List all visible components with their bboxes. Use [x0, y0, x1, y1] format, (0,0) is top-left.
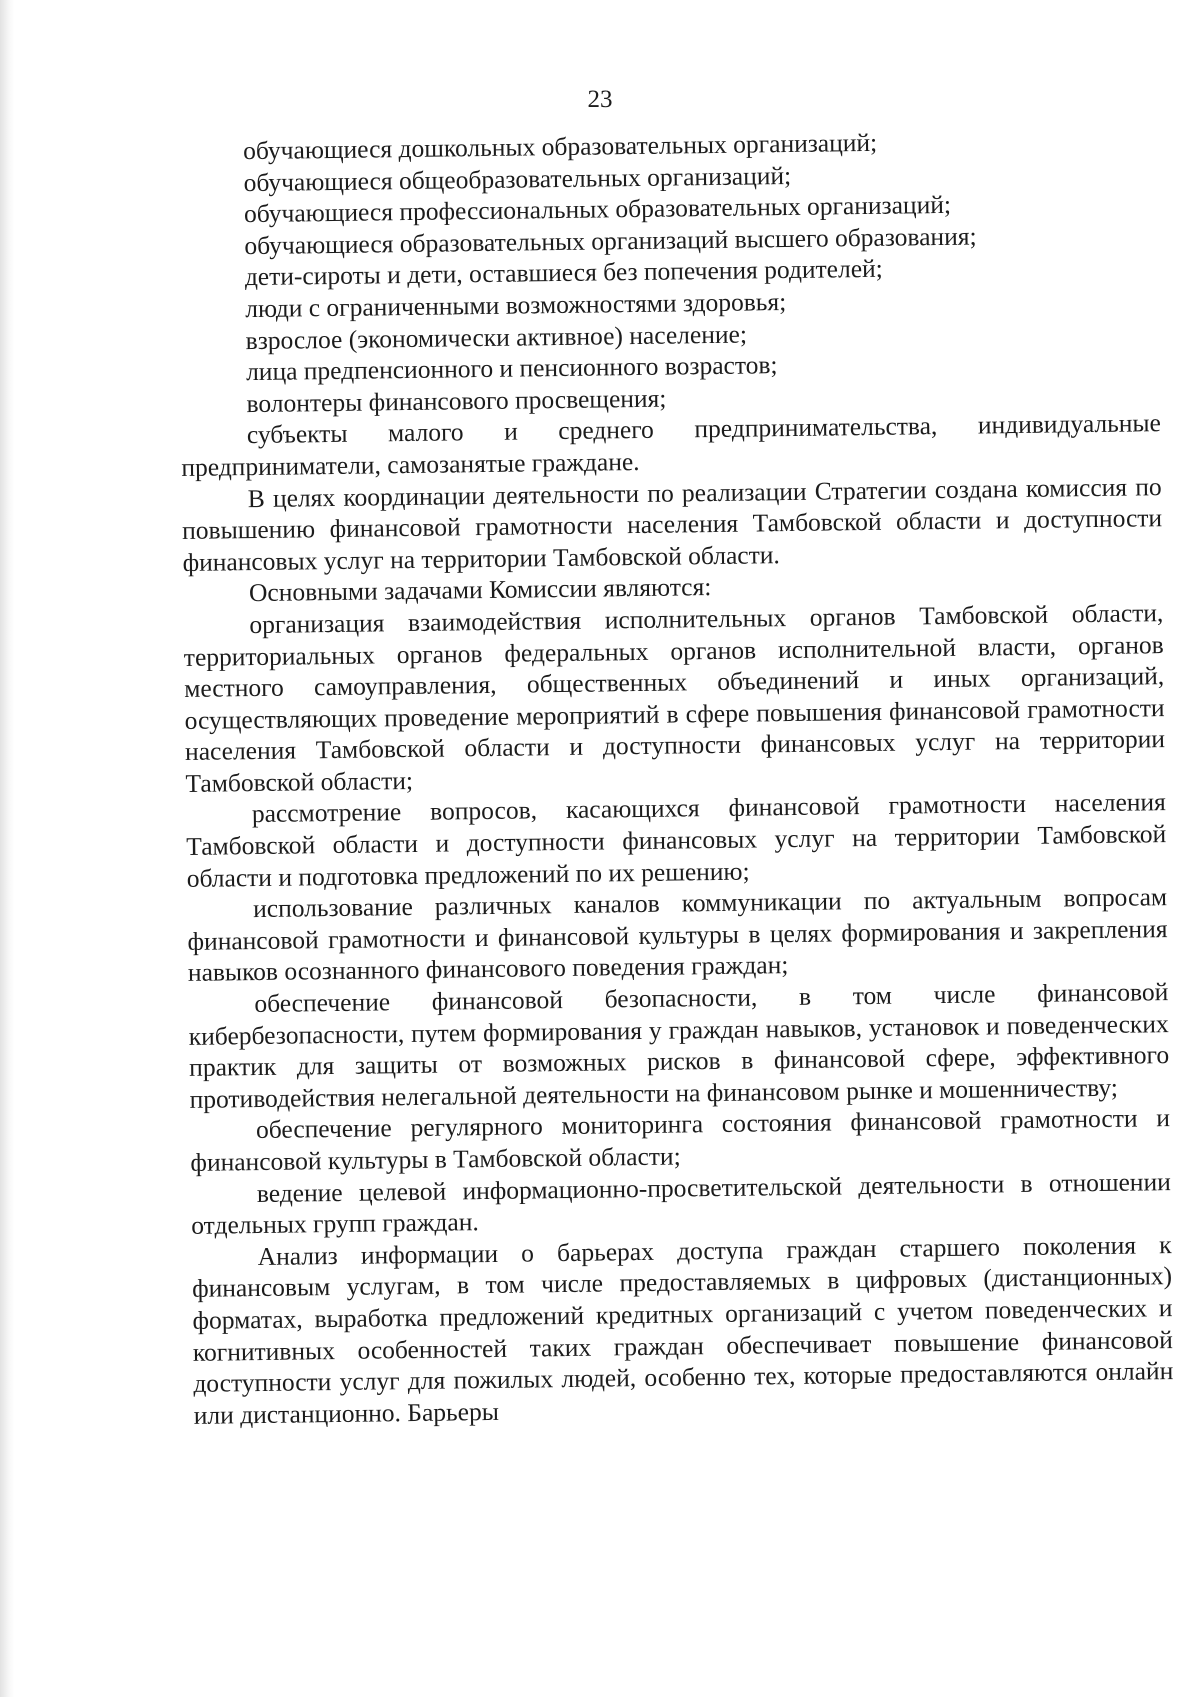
paragraph: Основными задачами Комиссии являются: — [248, 572, 712, 608]
list-item: обучающиеся дошкольных образовательных организаций; — [243, 127, 878, 166]
paragraph: обеспечение регулярного мониторинга состояния финансовой грамотности и финансовой культуры в Тамбовской области; — [190, 1103, 1171, 1177]
list-item: обучающиеся профессиональных образовательных организаций; — [243, 190, 952, 229]
list-item: обучающиеся общеобразовательных организаций; — [243, 160, 792, 197]
page-number: 23 — [587, 86, 613, 113]
list-item: дети-сироты и дети, оставшиеся без попечения родителей; — [244, 254, 883, 292]
paragraph: ведение целевой информационно-просветительской деятельности в отношении отдельных групп граждан. — [191, 1166, 1171, 1241]
paragraph: использование различных каналов коммуникации по актуальным вопросам финансовой грамотности и финансовой культуры в целях формирования и закрепления навыков осознанного финансового поведения граждан; — [187, 882, 1168, 988]
list-item: волонтеры финансового просвещения; — [246, 383, 667, 418]
paragraph: В целях координации деятельности по реализации Стратегии создана комиссия по повышению финансовой грамотности населения Тамбовской области и доступности финансовых услуг на территории Тамбовской области. — [181, 471, 1163, 577]
list-item: взрослое (экономически активное) население; — [245, 319, 748, 355]
list-item: люди с ограниченными возможностями здоровья; — [245, 287, 787, 324]
list-item: обучающиеся образовательных организаций высшего образования; — [244, 221, 977, 260]
paragraph: организация взаимодействия исполнительных органов Тамбовской области, территориальных органов федеральных органов исполнительной власти, органов местного самоуправления, общественных объединений и иных организаций, осуществляющих проведение мероприятий в сфере повышения финансовой грамотности населения Тамбовской области и доступности финансовых услуг на территории Тамбовской области; — [183, 598, 1166, 798]
document-body — [177, 123, 1174, 1431]
list-item: лица предпенсионного и пенсионного возрастов; — [245, 350, 778, 387]
paragraph: обеспечение финансовой безопасности, в том числе финансовой кибербезопасности, путем формирования у граждан навыков, установок и поведенческих практик для защиты от возможных рисков в финансовой сфере, эффективного противодействия нелегальной деятельности на финансовом рынке и мошенничеству; — [188, 977, 1170, 1114]
paragraph: рассмотрение вопросов, касающихся финансовой грамотности населения Тамбовской области и доступности финансовых услуг на территории Тамбовской области и подготовка предложений по их решению; — [186, 787, 1167, 893]
paragraph: Анализ информации о барьерах доступа граждан старшего поколения к финансовым услугам, в том числе предоставляемых в цифровых (дистанционных) форматах, выработка предложений кредитных организаций с учетом поведенческих и когнитивных особенностей таких граждан обеспечивает повышение финансовой доступности услуг для пожилых людей, особенно тех, которые предоставляются онлайн или дистанционно. Барьеры — [191, 1229, 1174, 1430]
paragraph: субъекты малого и среднего предпринимательства, индивидуальные предприниматели, самозанятые граждане. — [181, 408, 1162, 482]
scan-edge-shadow — [0, 0, 14, 1697]
